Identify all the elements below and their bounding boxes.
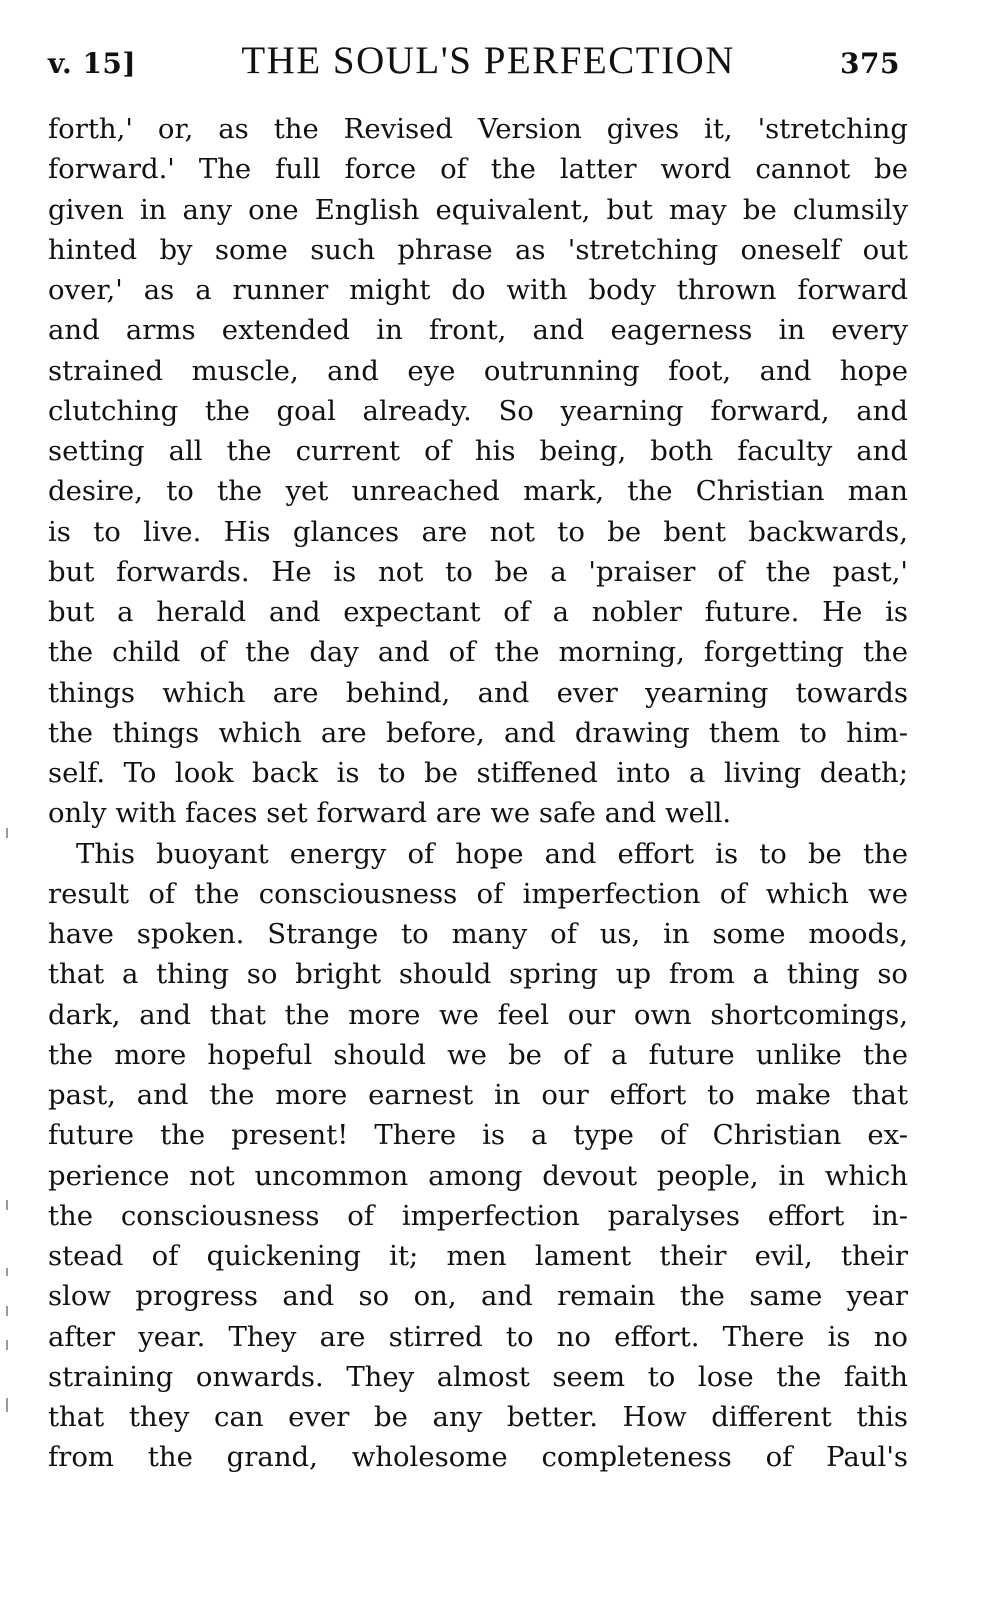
text-line: after year. They are stirred to no effort. There is no bbox=[48, 1320, 908, 1353]
text-line: strained muscle, and eye outrunning foot, and hope bbox=[48, 354, 908, 387]
text-line: the child of the day and of the morning, forgetting the bbox=[48, 636, 908, 669]
text-line: that a thing so bright should spring up from a thing so bbox=[48, 958, 908, 991]
body-text bbox=[48, 109, 908, 1478]
text-line: future the present! There is a type of Christian ex- bbox=[48, 1119, 908, 1152]
text-line: perience not uncommon among devout people, in which bbox=[48, 1159, 908, 1192]
paragraph bbox=[48, 109, 908, 834]
text-line: desire, to the yet unreached mark, the Christian man bbox=[48, 475, 908, 508]
page-number: 375 bbox=[840, 47, 900, 80]
text-line: the things which are before, and drawing them to him- bbox=[48, 716, 908, 749]
paragraph bbox=[48, 834, 908, 1478]
text-line: only with faces set forward are we safe and well. bbox=[48, 797, 732, 830]
text-line: result of the consciousness of imperfection of which we bbox=[48, 877, 908, 910]
text-line: but forwards. He is not to be a 'praiser of the past,' bbox=[48, 555, 908, 588]
text-line: This buoyant energy of hope and effort is to be the bbox=[76, 837, 908, 870]
text-line: forth,' or, as the Revised Version gives it, 'stretching bbox=[48, 113, 908, 145]
page-title: THE SOUL'S PERFECTION bbox=[241, 39, 735, 82]
text-line: that they can ever be any better. How different this bbox=[48, 1401, 908, 1433]
text-line: given in any one English equivalent, but may be clumsily bbox=[48, 193, 908, 226]
text-line: the consciousness of imperfection paralyses effort in- bbox=[48, 1199, 908, 1232]
text-line: have spoken. Strange to many of us, in some moods, bbox=[48, 918, 908, 950]
text-line: stead of quickening it; men lament their evil, their bbox=[48, 1240, 908, 1272]
text-line: and arms extended in front, and eagerness in every bbox=[48, 314, 908, 347]
verse-reference: v. 15] bbox=[48, 47, 137, 80]
text-line: past, and the more earnest in our effort to make that bbox=[48, 1079, 908, 1111]
text-line: over,' as a runner might do with body thrown forward bbox=[48, 274, 908, 306]
text-line: forward.' The full force of the latter word cannot be bbox=[48, 153, 908, 186]
text-line: clutching the goal already. So yearning forward, and bbox=[48, 394, 908, 427]
text-line: but a herald and expectant of a nobler future. He is bbox=[48, 596, 908, 628]
text-line: hinted by some such phrase as 'stretching oneself out bbox=[48, 233, 908, 266]
scan-margin-mark bbox=[6, 1268, 8, 1276]
text-line: is to live. His glances are not to be bent backwards, bbox=[48, 515, 908, 548]
scan-margin-mark bbox=[6, 1340, 8, 1350]
text-line: straining onwards. They almost seem to lose the faith bbox=[48, 1360, 908, 1393]
scan-margin-mark bbox=[6, 1306, 8, 1316]
text-line: setting all the current of his being, both faculty and bbox=[48, 435, 908, 467]
text-line: slow progress and so on, and remain the same year bbox=[48, 1280, 908, 1313]
text-line: self. To look back is to be stiffened into a living death; bbox=[48, 757, 908, 789]
running-head bbox=[48, 38, 900, 88]
text-line: the more hopeful should we be of a future unlike the bbox=[48, 1038, 908, 1071]
text-line: dark, and that the more we feel our own shortcomings, bbox=[48, 998, 908, 1031]
scan-margin-mark bbox=[6, 828, 8, 838]
scan-margin-mark bbox=[6, 1200, 8, 1210]
text-line: things which are behind, and ever yearning towards bbox=[48, 676, 908, 709]
scan-margin-mark bbox=[6, 1398, 8, 1412]
text-line: from the grand, wholesome completeness of Paul's bbox=[48, 1441, 908, 1474]
